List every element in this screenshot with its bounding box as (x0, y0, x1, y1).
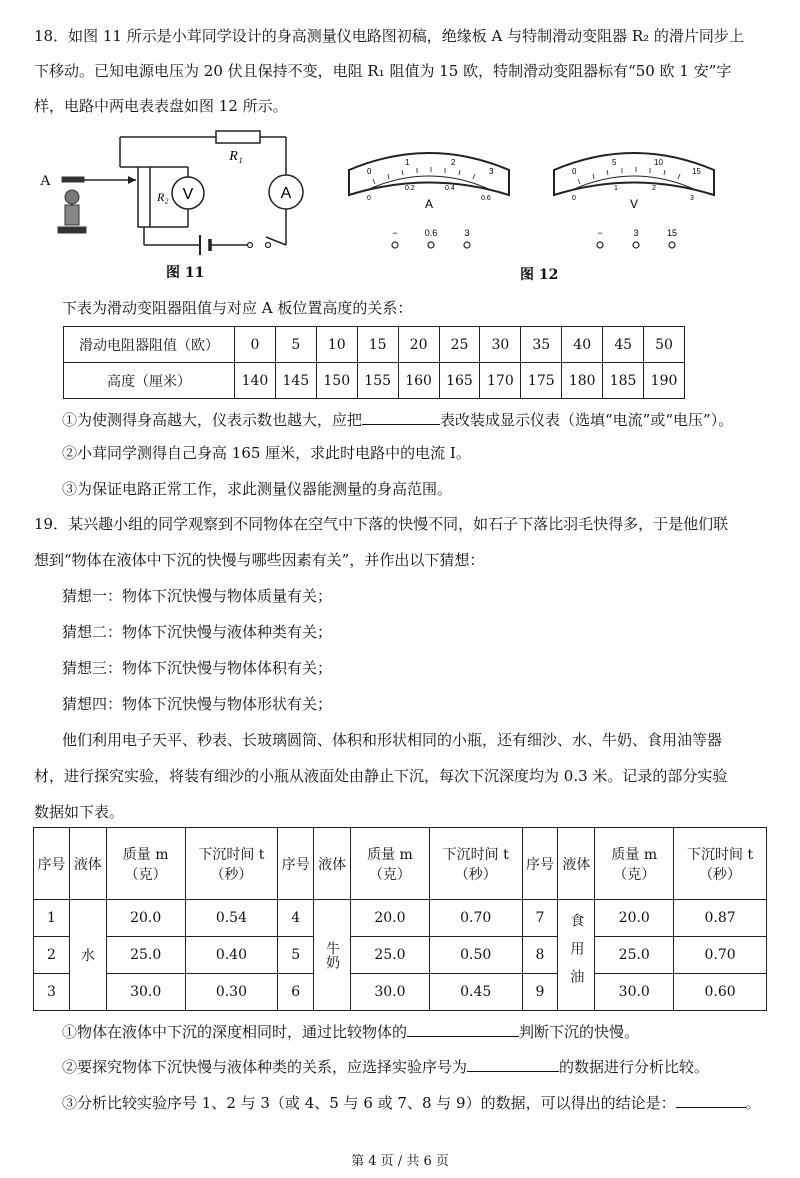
q19-line-1: 19．某兴趣小组的同学观察到不同物体在空气中下落的快慢不同，如石子下落比羽毛快得多，于是他们联 (34, 515, 729, 533)
voltmeter-upper-tick-1: 0 (572, 167, 577, 176)
rheostat-r2 (138, 167, 150, 227)
q19-para-2: 材，进行探究实验，将装有细沙的小瓶从液面处由静止下沉，每次下沉深度均为 0.3 米。记录的部分实验 (34, 767, 728, 785)
table-cell: 25.0 (595, 937, 674, 974)
table-cell: 10 (316, 327, 357, 363)
q19-line-2: 想到“物体在液体中下沉的快慢与哪些因素有关”，并作出以下猜想： (34, 551, 485, 569)
table-cell: 35 (521, 327, 562, 363)
q18-sub-1-text-b: 表改装成显示仪表（选填“电流”或“电压”）。 (440, 411, 734, 429)
table-cell: 6 (278, 974, 314, 1011)
ammeter-upper-tick-2: 1 (405, 158, 410, 167)
header-seq: 序号 (522, 828, 558, 900)
liquid-cell-water: 水 (69, 900, 106, 1011)
table-cell: 25.0 (106, 937, 185, 974)
table-cell: 30.0 (595, 974, 674, 1011)
answer-blank[interactable] (362, 408, 440, 425)
q19-sub-1-text-a: ①物体在液体中下沉的深度相同时，通过比较物体的 (62, 1023, 408, 1041)
q19-sub-1 (62, 1020, 780, 1043)
table-header-row (34, 828, 767, 900)
q18-sub-1-text-a: ①为使测得身高越大，仪表示数也越大，应把 (62, 411, 363, 429)
header-liquid: 液体 (314, 828, 351, 900)
table-cell: 170 (480, 363, 521, 399)
q19-para-3: 数据如下表。 (34, 803, 125, 821)
ammeter-letter: A (280, 185, 292, 202)
q18-sub-2: ②小茸同学测得自己身高 165 厘米，求此时电路中的电流 I。 (62, 444, 471, 462)
q18-sub-3: ③为保证电路正常工作，求此测量仪器能测量的身高范围。 (62, 480, 453, 498)
rheostat-height-table (63, 326, 685, 399)
table-cell: 30 (480, 327, 521, 363)
table-cell: 180 (562, 363, 603, 399)
resistor-r1 (216, 131, 260, 143)
voltmeter-lower-tick-2: 1 (614, 185, 618, 192)
table-cell: 20.0 (106, 900, 185, 937)
answer-blank[interactable] (676, 1091, 746, 1108)
table-cell: 145 (275, 363, 316, 399)
table-cell: 150 (316, 363, 357, 399)
table-cell: 45 (603, 327, 644, 363)
q19-guess-1: 猜想一：物体下沉快慢与物体质量有关； (62, 587, 333, 605)
liquid-cell-milk: 牛奶 (314, 900, 351, 1011)
q19-sub-3-text: ③分析比较实验序号 1、2 与 3（或 4、5 与 6 或 7、8 与 9）的数据，可以得出的结论是： (62, 1094, 676, 1112)
table-cell: 175 (521, 363, 562, 399)
table-cell: 7 (522, 900, 558, 937)
table-cell: 25.0 (351, 937, 430, 974)
person-figure (58, 177, 86, 233)
voltmeter-lower-tick-3: 2 (652, 185, 656, 192)
table-cell: 2 (34, 937, 70, 974)
table-cell: 185 (603, 363, 644, 399)
table-cell: 165 (439, 363, 480, 399)
header-time: 下沉时间 t（秒） (429, 828, 522, 900)
q19-sub-2-text-a: ②要探究物体下沉快慢与液体种类的关系，应选择实验序号为 (62, 1058, 468, 1076)
r1-label: R₁ (229, 149, 243, 164)
table-cell: 30.0 (351, 974, 430, 1011)
table-cell: 0.87 (674, 900, 767, 937)
q18-sub-1 (62, 408, 780, 431)
header-liquid: 液体 (558, 828, 595, 900)
figure-12-label: 图 12 (520, 267, 559, 283)
table-cell: 160 (398, 363, 439, 399)
table-cell: 5 (275, 327, 316, 363)
q19-sub-3 (62, 1091, 780, 1114)
ammeter-upper-tick-3: 2 (451, 158, 456, 167)
table-cell: 30.0 (106, 974, 185, 1011)
ammeter-dial (345, 150, 513, 250)
ammeter-lower-tick-3: 0.4 (445, 185, 455, 192)
table-cell: 25 (439, 327, 480, 363)
header-seq: 序号 (34, 828, 70, 900)
table-cell: 0 (235, 327, 276, 363)
voltmeter-letter: V (182, 186, 194, 203)
row-label-resistance: 滑动电阻器阻值（欧） (64, 327, 235, 363)
table-row (34, 900, 767, 937)
voltmeter-terminal-15: 15 (666, 228, 678, 238)
voltmeter-upper-tick-4: 15 (692, 167, 701, 176)
table-cell: 40 (562, 327, 603, 363)
header-mass: 质量 m（克） (106, 828, 185, 900)
ammeter-upper-tick-1: 0 (367, 167, 372, 176)
voltmeter-dial (550, 150, 718, 250)
r2-label: R₂ (157, 190, 169, 204)
figure-11-label: 图 11 (166, 265, 205, 281)
voltmeter-upper-tick-3: 10 (654, 158, 663, 167)
q19-para-1: 他们利用电子天平、秒表、长玻璃圆筒、体积和形状相同的小瓶，还有细沙、水、牛奶、食用油等器 (62, 731, 723, 749)
ammeter-lower-tick-4: 0.6 (481, 195, 491, 202)
q18-line-1: 18．如图 11 所示是小茸同学设计的身高测量仪电路图初稿，绝缘板 A 与特制滑动变阻器 R₂ 的滑片同步上 (34, 27, 744, 45)
header-liquid: 液体 (69, 828, 106, 900)
table-cell: 5 (278, 937, 314, 974)
ammeter-lower-tick-2: 0.2 (405, 185, 415, 192)
plate-a-label: A (40, 173, 51, 189)
table-row (34, 937, 767, 974)
q18-line-3: 样，电路中两电表表盘如图 12 所示。 (34, 97, 288, 115)
q19-sub-1-text-b: 判断下沉的快慢。 (519, 1023, 640, 1041)
ammeter-lower-tick-1: 0 (367, 195, 371, 202)
ammeter-terminal-neg: − (392, 228, 398, 238)
header-mass: 质量 m（克） (595, 828, 674, 900)
ammeter-terminal-3: 3 (464, 228, 470, 238)
q18-table-intro: 下表为滑动变阻器阻值与对应 A 板位置高度的关系： (62, 299, 413, 317)
table-cell: 0.70 (674, 937, 767, 974)
answer-blank[interactable] (467, 1055, 559, 1072)
table-cell: 4 (278, 900, 314, 937)
table-cell: 0.70 (429, 900, 522, 937)
ammeter-upper-tick-4: 3 (489, 167, 494, 176)
voltmeter-lower-tick-1: 0 (572, 195, 576, 202)
table-cell: 20.0 (595, 900, 674, 937)
table-cell: 8 (522, 937, 558, 974)
table-cell: 1 (34, 900, 70, 937)
sinking-experiment-table (33, 827, 767, 1011)
table-cell: 9 (522, 974, 558, 1011)
circuit-diagram (38, 125, 308, 260)
voltmeter-terminal-neg: − (597, 228, 603, 238)
header-mass: 质量 m（克） (351, 828, 430, 900)
table-row (34, 974, 767, 1011)
voltmeter-unit: V (629, 197, 639, 211)
q19-guess-2: 猜想二：物体下沉快慢与液体种类有关； (62, 623, 333, 641)
table-cell: 0.50 (429, 937, 522, 974)
page-footer: 第 4 页 / 共 6 页 (351, 1154, 449, 1169)
q19-guess-3: 猜想三：物体下沉快慢与物体体积有关； (62, 659, 333, 677)
ammeter-unit: A (424, 197, 434, 211)
header-time: 下沉时间 t（秒） (185, 828, 278, 900)
table-cell: 3 (34, 974, 70, 1011)
header-seq: 序号 (278, 828, 314, 900)
table-cell: 50 (644, 327, 685, 363)
row-label-height: 高度（厘米） (64, 363, 235, 399)
q19-guess-4: 猜想四：物体下沉快慢与物体形状有关； (62, 695, 333, 713)
table-cell: 0.40 (185, 937, 278, 974)
table-cell: 140 (235, 363, 276, 399)
q18-line-2: 下移动。已知电源电压为 20 伏且保持不变，电阻 R₁ 阻值为 15 欧，特制滑动变阻器标有“50 欧 1 安”字 (34, 62, 732, 80)
q19-sub-2-text-b: 的数据进行分析比较。 (559, 1058, 710, 1076)
q19-sub-3-end: 。 (745, 1094, 761, 1112)
table-cell: 20.0 (351, 900, 430, 937)
voltmeter-lower-tick-4: 3 (690, 195, 694, 202)
table-cell: 15 (357, 327, 398, 363)
table-cell: 0.54 (185, 900, 278, 937)
table-row (64, 363, 685, 399)
liquid-cell-oil: 食用油 (558, 900, 595, 1011)
table-cell: 0.30 (185, 974, 278, 1011)
ammeter-terminal-06: 0.6 (424, 228, 438, 238)
table-cell: 20 (398, 327, 439, 363)
table-cell: 0.45 (429, 974, 522, 1011)
answer-blank[interactable] (407, 1020, 519, 1037)
table-cell: 155 (357, 363, 398, 399)
voltmeter-terminal-3: 3 (633, 228, 639, 238)
header-time: 下沉时间 t（秒） (674, 828, 767, 900)
table-cell: 0.60 (674, 974, 767, 1011)
table-cell: 190 (644, 363, 685, 399)
q19-sub-2 (62, 1055, 780, 1078)
table-row (64, 327, 685, 363)
voltmeter-upper-tick-2: 5 (612, 158, 617, 167)
